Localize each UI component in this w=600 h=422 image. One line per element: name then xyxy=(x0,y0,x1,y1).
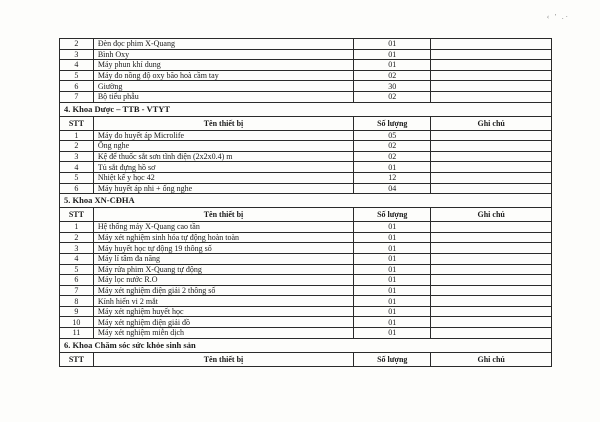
header-stt: STT xyxy=(60,352,94,366)
note-cell xyxy=(431,183,552,194)
stt-cell: 3 xyxy=(60,151,94,162)
table-row xyxy=(60,264,552,275)
section-heading-row xyxy=(60,194,552,208)
stt-cell: 6 xyxy=(60,81,94,92)
table-row xyxy=(60,328,552,339)
quantity-cell: 02 xyxy=(354,70,431,81)
device-name-cell: Đèn đọc phim X-Quang xyxy=(93,39,353,50)
note-cell xyxy=(431,306,552,317)
note-cell xyxy=(431,253,552,264)
table-row xyxy=(60,60,552,71)
device-name-cell: Giường xyxy=(93,81,353,92)
note-cell xyxy=(431,70,552,81)
table-row xyxy=(60,232,552,243)
header-note: Ghi chú xyxy=(431,352,552,366)
device-name-cell: Nhiệt kế y học 42 xyxy=(93,172,353,183)
stt-cell: 5 xyxy=(60,70,94,81)
table-row xyxy=(60,130,552,141)
note-cell xyxy=(431,317,552,328)
quantity-cell: 30 xyxy=(354,81,431,92)
stt-cell: 4 xyxy=(60,60,94,71)
table-row xyxy=(60,49,552,60)
header-quantity: Số lượng xyxy=(354,208,431,222)
header-note: Ghi chú xyxy=(431,116,552,130)
device-name-cell: Máy xét nghiệm huyết học xyxy=(93,306,353,317)
device-name-cell: Máy xét nghiệm điện giải 2 thông số xyxy=(93,285,353,296)
header-note: Ghi chú xyxy=(431,208,552,222)
corner-mark: ‹ ' .· xyxy=(546,13,570,21)
note-cell xyxy=(431,328,552,339)
header-device-name: Tên thiết bị xyxy=(93,352,353,366)
note-cell xyxy=(431,172,552,183)
table-row xyxy=(60,162,552,173)
quantity-cell: 01 xyxy=(354,328,431,339)
quantity-cell: 01 xyxy=(354,243,431,254)
note-cell xyxy=(431,49,552,60)
note-cell xyxy=(431,296,552,307)
device-name-cell: Máy huyết học tự động 19 thông số xyxy=(93,243,353,254)
section-title: 6. Khoa Chăm sóc sức khỏe sinh sản xyxy=(60,338,552,352)
table-row xyxy=(60,141,552,152)
stt-cell: 7 xyxy=(60,285,94,296)
stt-cell: 1 xyxy=(60,222,94,233)
table-row xyxy=(60,172,552,183)
header-quantity: Số lượng xyxy=(354,352,431,366)
table-row xyxy=(60,285,552,296)
quantity-cell: 01 xyxy=(354,232,431,243)
device-name-cell: Tủ sắt đựng hồ sơ xyxy=(93,162,353,173)
stt-cell: 2 xyxy=(60,141,94,152)
note-cell xyxy=(431,141,552,152)
table-row xyxy=(60,81,552,92)
stt-cell: 6 xyxy=(60,275,94,286)
table-row xyxy=(60,275,552,286)
section-title: 5. Khoa XN-CĐHA xyxy=(60,194,552,208)
quantity-cell: 05 xyxy=(354,130,431,141)
note-cell xyxy=(431,232,552,243)
section-heading-row xyxy=(60,102,552,116)
quantity-cell: 01 xyxy=(354,253,431,264)
header-device-name: Tên thiết bị xyxy=(93,208,353,222)
section-title: 4. Khoa Dược – TTB - VTYT xyxy=(60,102,552,116)
device-name-cell: Máy xét nghiệm sinh hóa tự động hoàn toàn xyxy=(93,232,353,243)
note-cell xyxy=(431,285,552,296)
device-name-cell: Hệ thống máy X-Quang cao tần xyxy=(93,222,353,233)
device-name-cell: Máy huyết áp nhi + ống nghe xyxy=(93,183,353,194)
stt-cell: 7 xyxy=(60,91,94,102)
note-cell xyxy=(431,162,552,173)
quantity-cell: 04 xyxy=(354,183,431,194)
device-name-cell: Bình Oxy xyxy=(93,49,353,60)
table-row xyxy=(60,253,552,264)
quantity-cell: 02 xyxy=(354,141,431,152)
device-name-cell: Máy lọc nước R.O xyxy=(93,275,353,286)
section-heading-row xyxy=(60,338,552,352)
table-row xyxy=(60,183,552,194)
stt-cell: 5 xyxy=(60,264,94,275)
stt-cell: 4 xyxy=(60,162,94,173)
device-name-cell: Máy phun khí dung xyxy=(93,60,353,71)
stt-cell: 9 xyxy=(60,306,94,317)
stt-cell: 3 xyxy=(60,49,94,60)
table-row xyxy=(60,317,552,328)
table-row xyxy=(60,222,552,233)
quantity-cell: 12 xyxy=(354,172,431,183)
note-cell xyxy=(431,222,552,233)
header-stt: STT xyxy=(60,116,94,130)
device-name-cell: Máy đo huyết áp Microlife xyxy=(93,130,353,141)
device-name-cell: Máy xét nghiệm điện giải đồ xyxy=(93,317,353,328)
table-row xyxy=(60,151,552,162)
device-name-cell: Máy lí tâm đa năng xyxy=(93,253,353,264)
note-cell xyxy=(431,151,552,162)
note-cell xyxy=(431,81,552,92)
table-row xyxy=(60,243,552,254)
stt-cell: 6 xyxy=(60,183,94,194)
stt-cell: 4 xyxy=(60,253,94,264)
header-stt: STT xyxy=(60,208,94,222)
device-name-cell: Máy xét nghiệm miễn dịch xyxy=(93,328,353,339)
header-quantity: Số lượng xyxy=(354,116,431,130)
stt-cell: 8 xyxy=(60,296,94,307)
device-name-cell: Máy đo nồng độ oxy bão hoà cầm tay xyxy=(93,70,353,81)
table-header-row xyxy=(60,352,552,366)
quantity-cell: 01 xyxy=(354,285,431,296)
quantity-cell: 02 xyxy=(354,151,431,162)
device-name-cell: Ống nghe xyxy=(93,141,353,152)
stt-cell: 11 xyxy=(60,328,94,339)
stt-cell: 3 xyxy=(60,243,94,254)
quantity-cell: 01 xyxy=(354,264,431,275)
stt-cell: 5 xyxy=(60,172,94,183)
note-cell xyxy=(431,91,552,102)
note-cell xyxy=(431,39,552,50)
table-row xyxy=(60,306,552,317)
note-cell xyxy=(431,264,552,275)
quantity-cell: 01 xyxy=(354,60,431,71)
device-name-cell: Bộ tiểu phẫu xyxy=(93,91,353,102)
table-row xyxy=(60,91,552,102)
stt-cell: 2 xyxy=(60,39,94,50)
equipment-table xyxy=(59,38,552,367)
stt-cell: 1 xyxy=(60,130,94,141)
stt-cell: 2 xyxy=(60,232,94,243)
quantity-cell: 01 xyxy=(354,162,431,173)
header-device-name: Tên thiết bị xyxy=(93,116,353,130)
note-cell xyxy=(431,275,552,286)
quantity-cell: 01 xyxy=(354,275,431,286)
quantity-cell: 01 xyxy=(354,49,431,60)
table-header-row xyxy=(60,208,552,222)
quantity-cell: 01 xyxy=(354,222,431,233)
note-cell xyxy=(431,60,552,71)
quantity-cell: 01 xyxy=(354,296,431,307)
table-row xyxy=(60,296,552,307)
device-name-cell: Kính hiển vi 2 mắt xyxy=(93,296,353,307)
quantity-cell: 02 xyxy=(354,91,431,102)
device-name-cell: Kệ để thuốc sắt sơn tĩnh điện (2x2x0.4) m xyxy=(93,151,353,162)
note-cell xyxy=(431,243,552,254)
quantity-cell: 01 xyxy=(354,306,431,317)
device-name-cell: Máy rửa phim X-Quang tự động xyxy=(93,264,353,275)
table-row xyxy=(60,70,552,81)
table-header-row xyxy=(60,116,552,130)
quantity-cell: 01 xyxy=(354,317,431,328)
table-row xyxy=(60,39,552,50)
quantity-cell: 01 xyxy=(354,39,431,50)
stt-cell: 10 xyxy=(60,317,94,328)
note-cell xyxy=(431,130,552,141)
